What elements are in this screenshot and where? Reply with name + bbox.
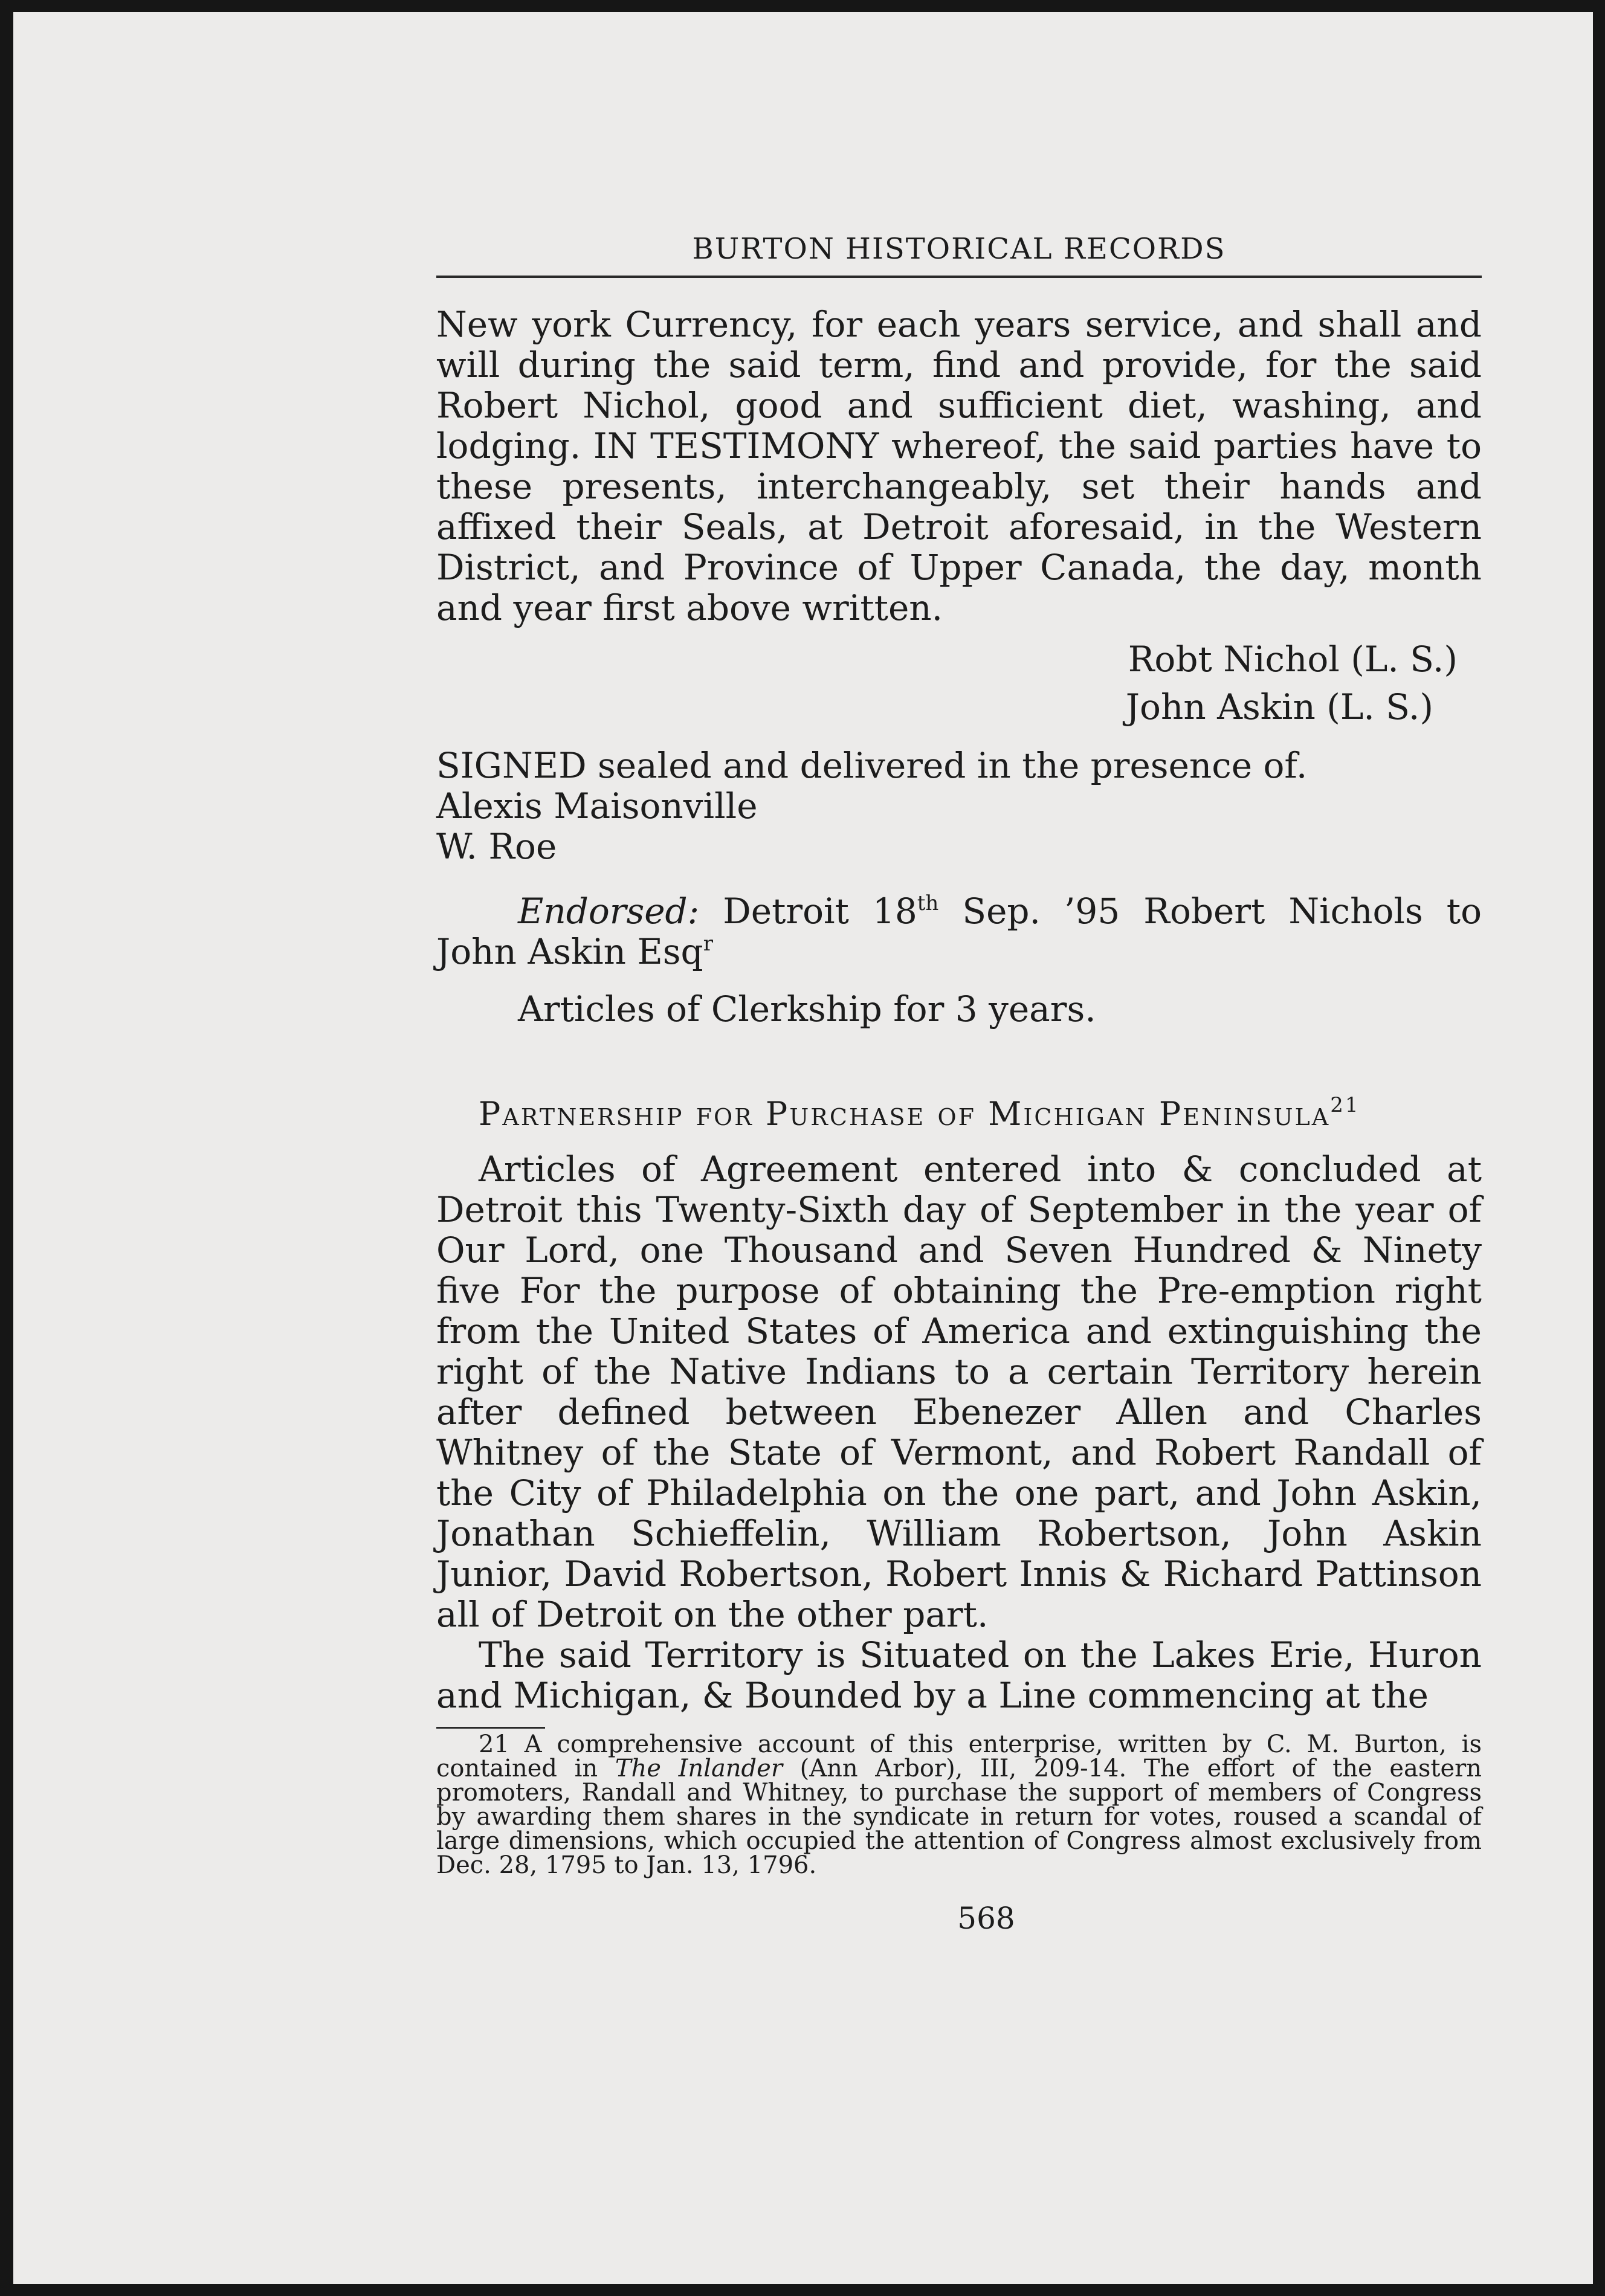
page-number: 568 xyxy=(957,1901,1015,1936)
footnote-text: A comprehensive account of this enterprise, written by C. M. Burton, is contained in xyxy=(436,1730,1482,1782)
witness-name: Alexis Maisonville xyxy=(436,785,758,827)
witness-name: W. Roe xyxy=(436,826,557,867)
signature-john-askin: John Askin (L. S.) xyxy=(1125,686,1433,727)
endorsement xyxy=(436,891,1482,972)
footnote-text: (Ann Arbor), III, 209-14. The effort of the eastern promoters, Randall and Whitney, to purchase the support of members of Congress by awarding them shares in the syndicate in return for votes, roused a scandal of large dimensions, which occupied the attention of Congress almost exclusively from Dec. 28, 1795 to Jan. 13, 1796. xyxy=(436,1755,1482,1879)
text-block xyxy=(436,211,1482,1935)
signature-robt-nichol: Robt Nichol (L. S.) xyxy=(1128,639,1458,680)
footnote-21 xyxy=(436,1732,1482,1877)
superscript: th xyxy=(917,891,939,915)
footnote-number: 21 xyxy=(479,1730,509,1758)
footnote-rule xyxy=(436,1727,545,1729)
endorsement-text: Detroit 18 xyxy=(699,891,917,932)
paragraph-articles-of-agreement: Articles of Agreement entered into & concluded at Detroit this Twenty-Sixth day of September in the year of Our Lord, one Thousand and Seven Hundred & Ninety five For the purpose of obtaining the Pre-emption right from the United States of America and extinguishing the right of the Native Indians to a certain Territory herein after defined between Ebenezer Allen and Charles Whitney of the State of Vermont, and Robert Randall of the City of Philadelphia on the one part, and John Askin, Jonathan Schieffelin, William Robertson, John Askin Junior, David Robertson, Robert Innis & Richard Pattinson all of Detroit on the other part. xyxy=(436,1149,1482,1635)
section-heading xyxy=(436,1095,1482,1133)
articles-of-clerkship: Articles of Clerkship for 3 years. xyxy=(518,988,1096,1030)
paragraph-indenture-end: New york Currency, for each years service, and shall and will during the said term, find and provide, for the said Robert Nichol, good and sufficient diet, washing, and lodging. IN TESTIMONY whereof, the said parties have to these presents, interchangeably, set their hands and affixed their Seals, at Detroit aforesaid, in the Western District, and Province of Upper Canada, the day, month and year first above written. xyxy=(436,304,1482,628)
superscript: r xyxy=(703,932,713,956)
endorsement-label: Endorsed: xyxy=(518,891,700,932)
endorsement-text: Sep. ’95 Robert Nichols to John Askin Esq xyxy=(436,891,1482,972)
witness-intro: SIGNED sealed and delivered in the presence of. xyxy=(436,745,1308,786)
running-head: BURTON HISTORICAL RECORDS xyxy=(436,234,1482,278)
section-heading-text: Partnership for Purchase of Michigan Peninsula xyxy=(479,1095,1331,1133)
footnote-reference: 21 xyxy=(1330,1093,1360,1117)
paragraph-territory: The said Territory is Situated on the Lakes Erie, Huron and Michigan, & Bounded by a Line commencing at the xyxy=(436,1634,1482,1716)
footnote-italic-title: The Inlander xyxy=(615,1755,783,1782)
